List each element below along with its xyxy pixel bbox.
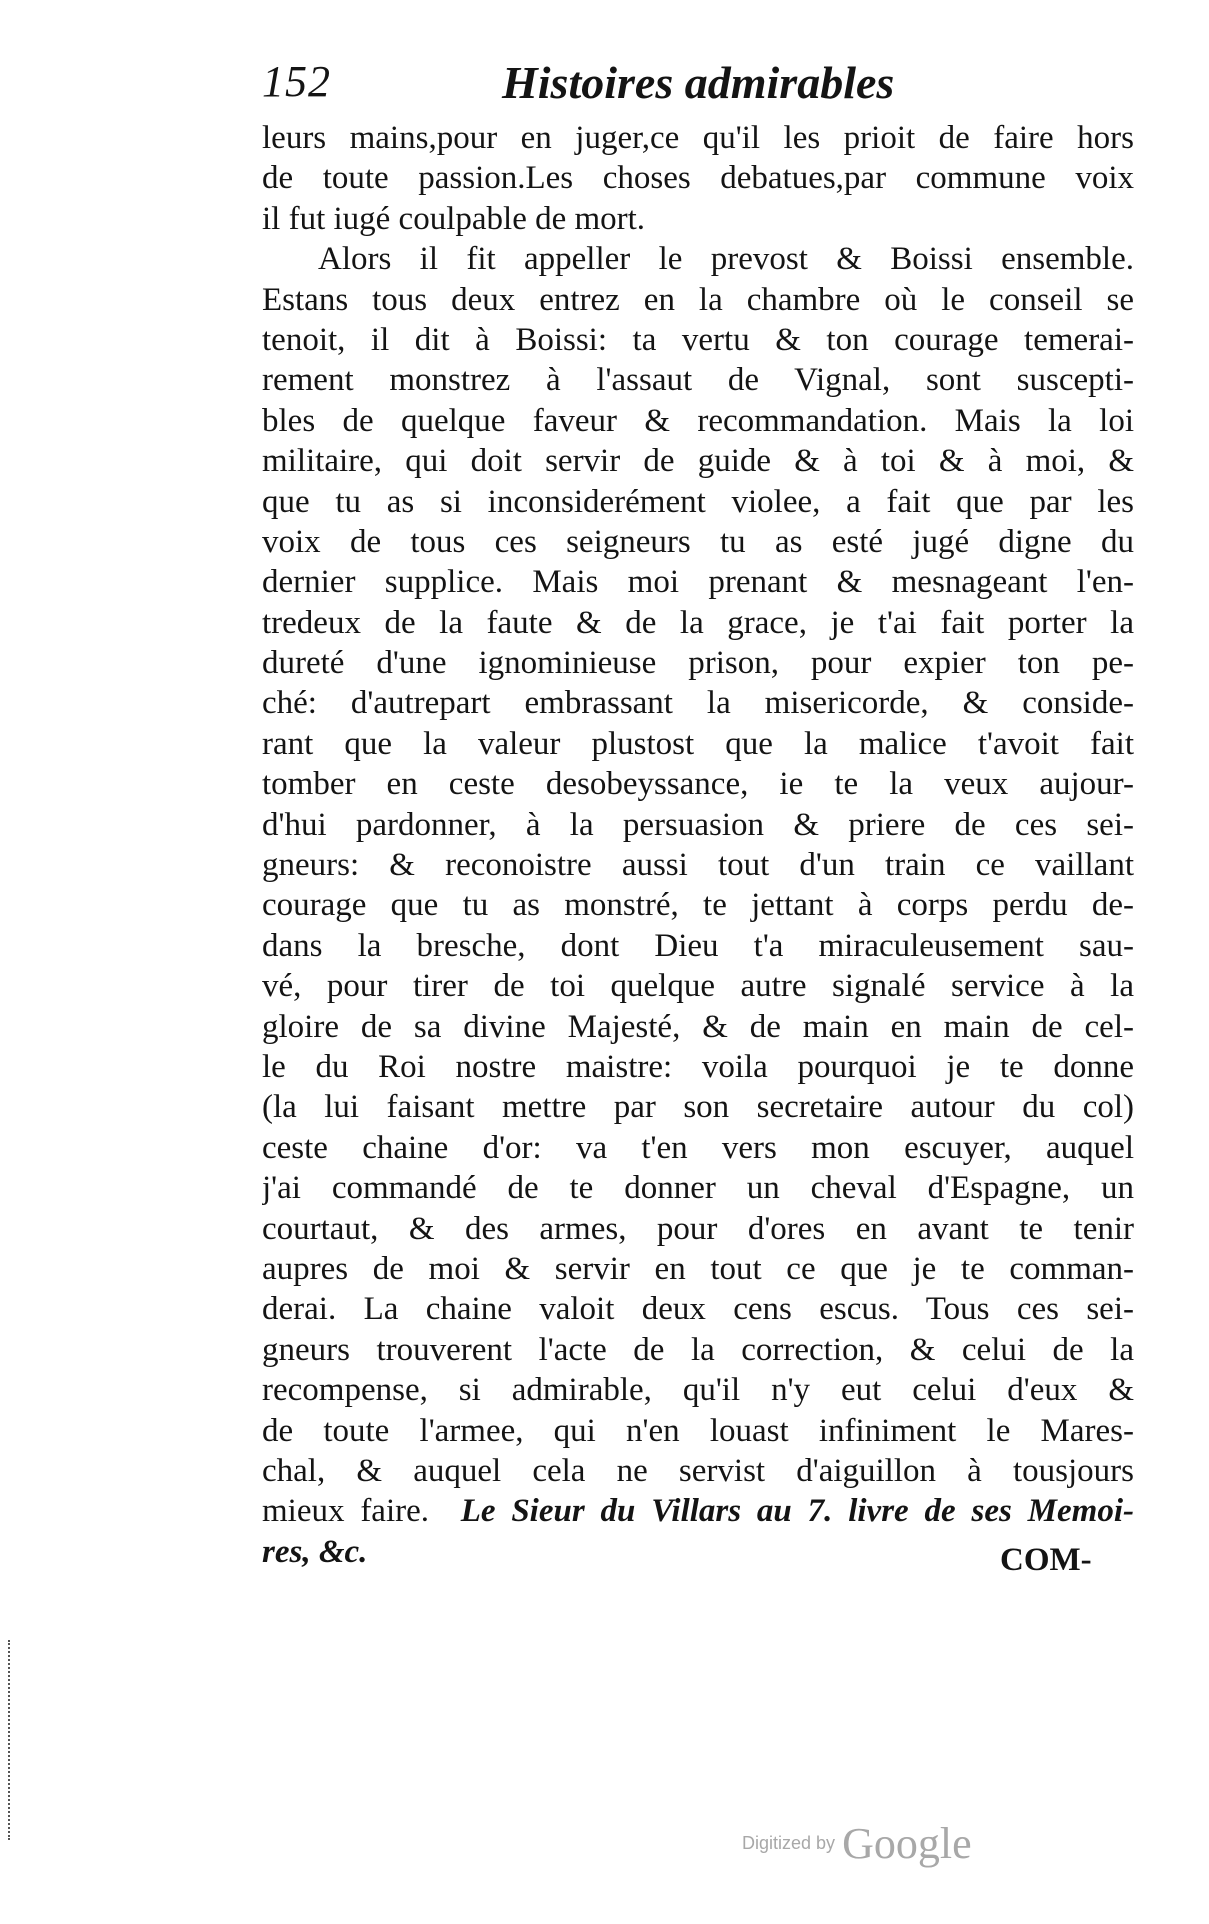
google-logo: Google	[842, 1819, 972, 1868]
text-line: rant que la valeur plustost que la malice t'avoit fait	[262, 725, 1134, 762]
text-line: courage que tu as monstré, te jettant à corps perdu de-	[262, 887, 1134, 924]
text-line: Estans tous deux entrez en la chambre où le conseil se	[262, 281, 1134, 318]
text-line: le du Roi nostre maistre: voila pourquoi je te donne	[262, 1048, 1134, 1085]
binding-edge-mark	[8, 1640, 13, 1840]
citation-end: res, &c.	[262, 1533, 368, 1570]
text-line: vé, pour tirer de toi quelque autre signalé service à la	[262, 968, 1134, 1005]
text-line: courtaut, & des armes, pour d'ores en avant te tenir	[262, 1210, 1134, 1247]
text-line: dans la bresche, dont Dieu t'a miraculeusement sau-	[262, 927, 1134, 964]
page-header	[262, 56, 1142, 114]
catchword: COM-	[1000, 1542, 1092, 1578]
text-line: il fut iugé coulpable de mort.	[262, 200, 646, 237]
citation-line	[262, 1491, 1134, 1531]
paragraph-start-line: Alors il fit appeller le prevost & Boissi ensemble.	[318, 241, 1134, 278]
text-line: tenoit, il dit à Boissi: ta vertu & ton courage temerai-	[262, 321, 1134, 358]
text-line: voix de tous ces seigneurs tu as esté jugé digne du	[262, 523, 1134, 560]
text-line: leurs mains,pour en juger,ce qu'il les prioit de faire hors	[262, 120, 1134, 156]
source-citation: Le Sieur du Villars au 7. livre de ses Memoi-	[460, 1493, 1134, 1530]
text-line: gloire de sa divine Majesté, & de main en main de cel-	[262, 1008, 1134, 1045]
text-line: que tu as si inconsiderément violee, a fait que par les	[262, 483, 1134, 520]
running-title: Histoires admirables	[502, 57, 895, 108]
text-line: dureté d'une ignominieuse prison, pour expier ton pe-	[262, 645, 1134, 682]
text-line: dernier supplice. Mais moi prenant & mesnageant l'en-	[262, 564, 1134, 601]
text-line: ché: d'autrepart embrassant la misericorde, & conside-	[262, 685, 1134, 722]
closing-text: mieux faire.	[262, 1493, 430, 1530]
text-line: (la lui faisant mettre par son secretaire autour du col)	[262, 1089, 1134, 1126]
text-line: de toute l'armee, qui n'en louast infiniment le Mares-	[262, 1412, 1134, 1449]
text-line: recompense, si admirable, qu'il n'y eut celui d'eux &	[262, 1372, 1134, 1409]
text-line: gneurs trouverent l'acte de la correction, & celui de la	[262, 1331, 1134, 1368]
text-line: ceste chaine d'or: va t'en vers mon escuyer, auquel	[262, 1129, 1134, 1166]
text-line: derai. La chaine valoit deux cens escus. Tous ces sei-	[262, 1291, 1134, 1328]
text-line: aupres de moi & servir en tout ce que je te comman-	[262, 1250, 1134, 1287]
text-line: gneurs: & reconoistre aussi tout d'un train ce vaillant	[262, 847, 1134, 884]
body-text	[262, 118, 1134, 1572]
text-line: tomber en ceste desobeyssance, ie te la veux aujour-	[262, 766, 1134, 803]
text-line: d'hui pardonner, à la persuasion & priere de ces sei-	[262, 806, 1134, 843]
text-line: chal, & auquel cela ne servist d'aiguillon à tousjours	[262, 1452, 1134, 1489]
text-line: bles de quelque faveur & recommandation. Mais la loi	[262, 402, 1134, 439]
digitization-watermark	[742, 1818, 972, 1869]
text-line: de toute passion.Les choses debatues,par commune voix	[262, 160, 1134, 197]
text-line: tredeux de la faute & de la grace, je t'ai fait porter la	[262, 604, 1134, 641]
text-line: j'ai commandé de te donner un cheval d'Espagne, un	[262, 1170, 1134, 1207]
text-line: rement monstrez à l'assaut de Vignal, sont suscepti-	[262, 362, 1134, 399]
page-number: 152	[262, 57, 331, 106]
watermark-prefix: Digitized by	[742, 1833, 836, 1853]
text-line: militaire, qui doit servir de guide & à toi & à moi, &	[262, 443, 1134, 480]
